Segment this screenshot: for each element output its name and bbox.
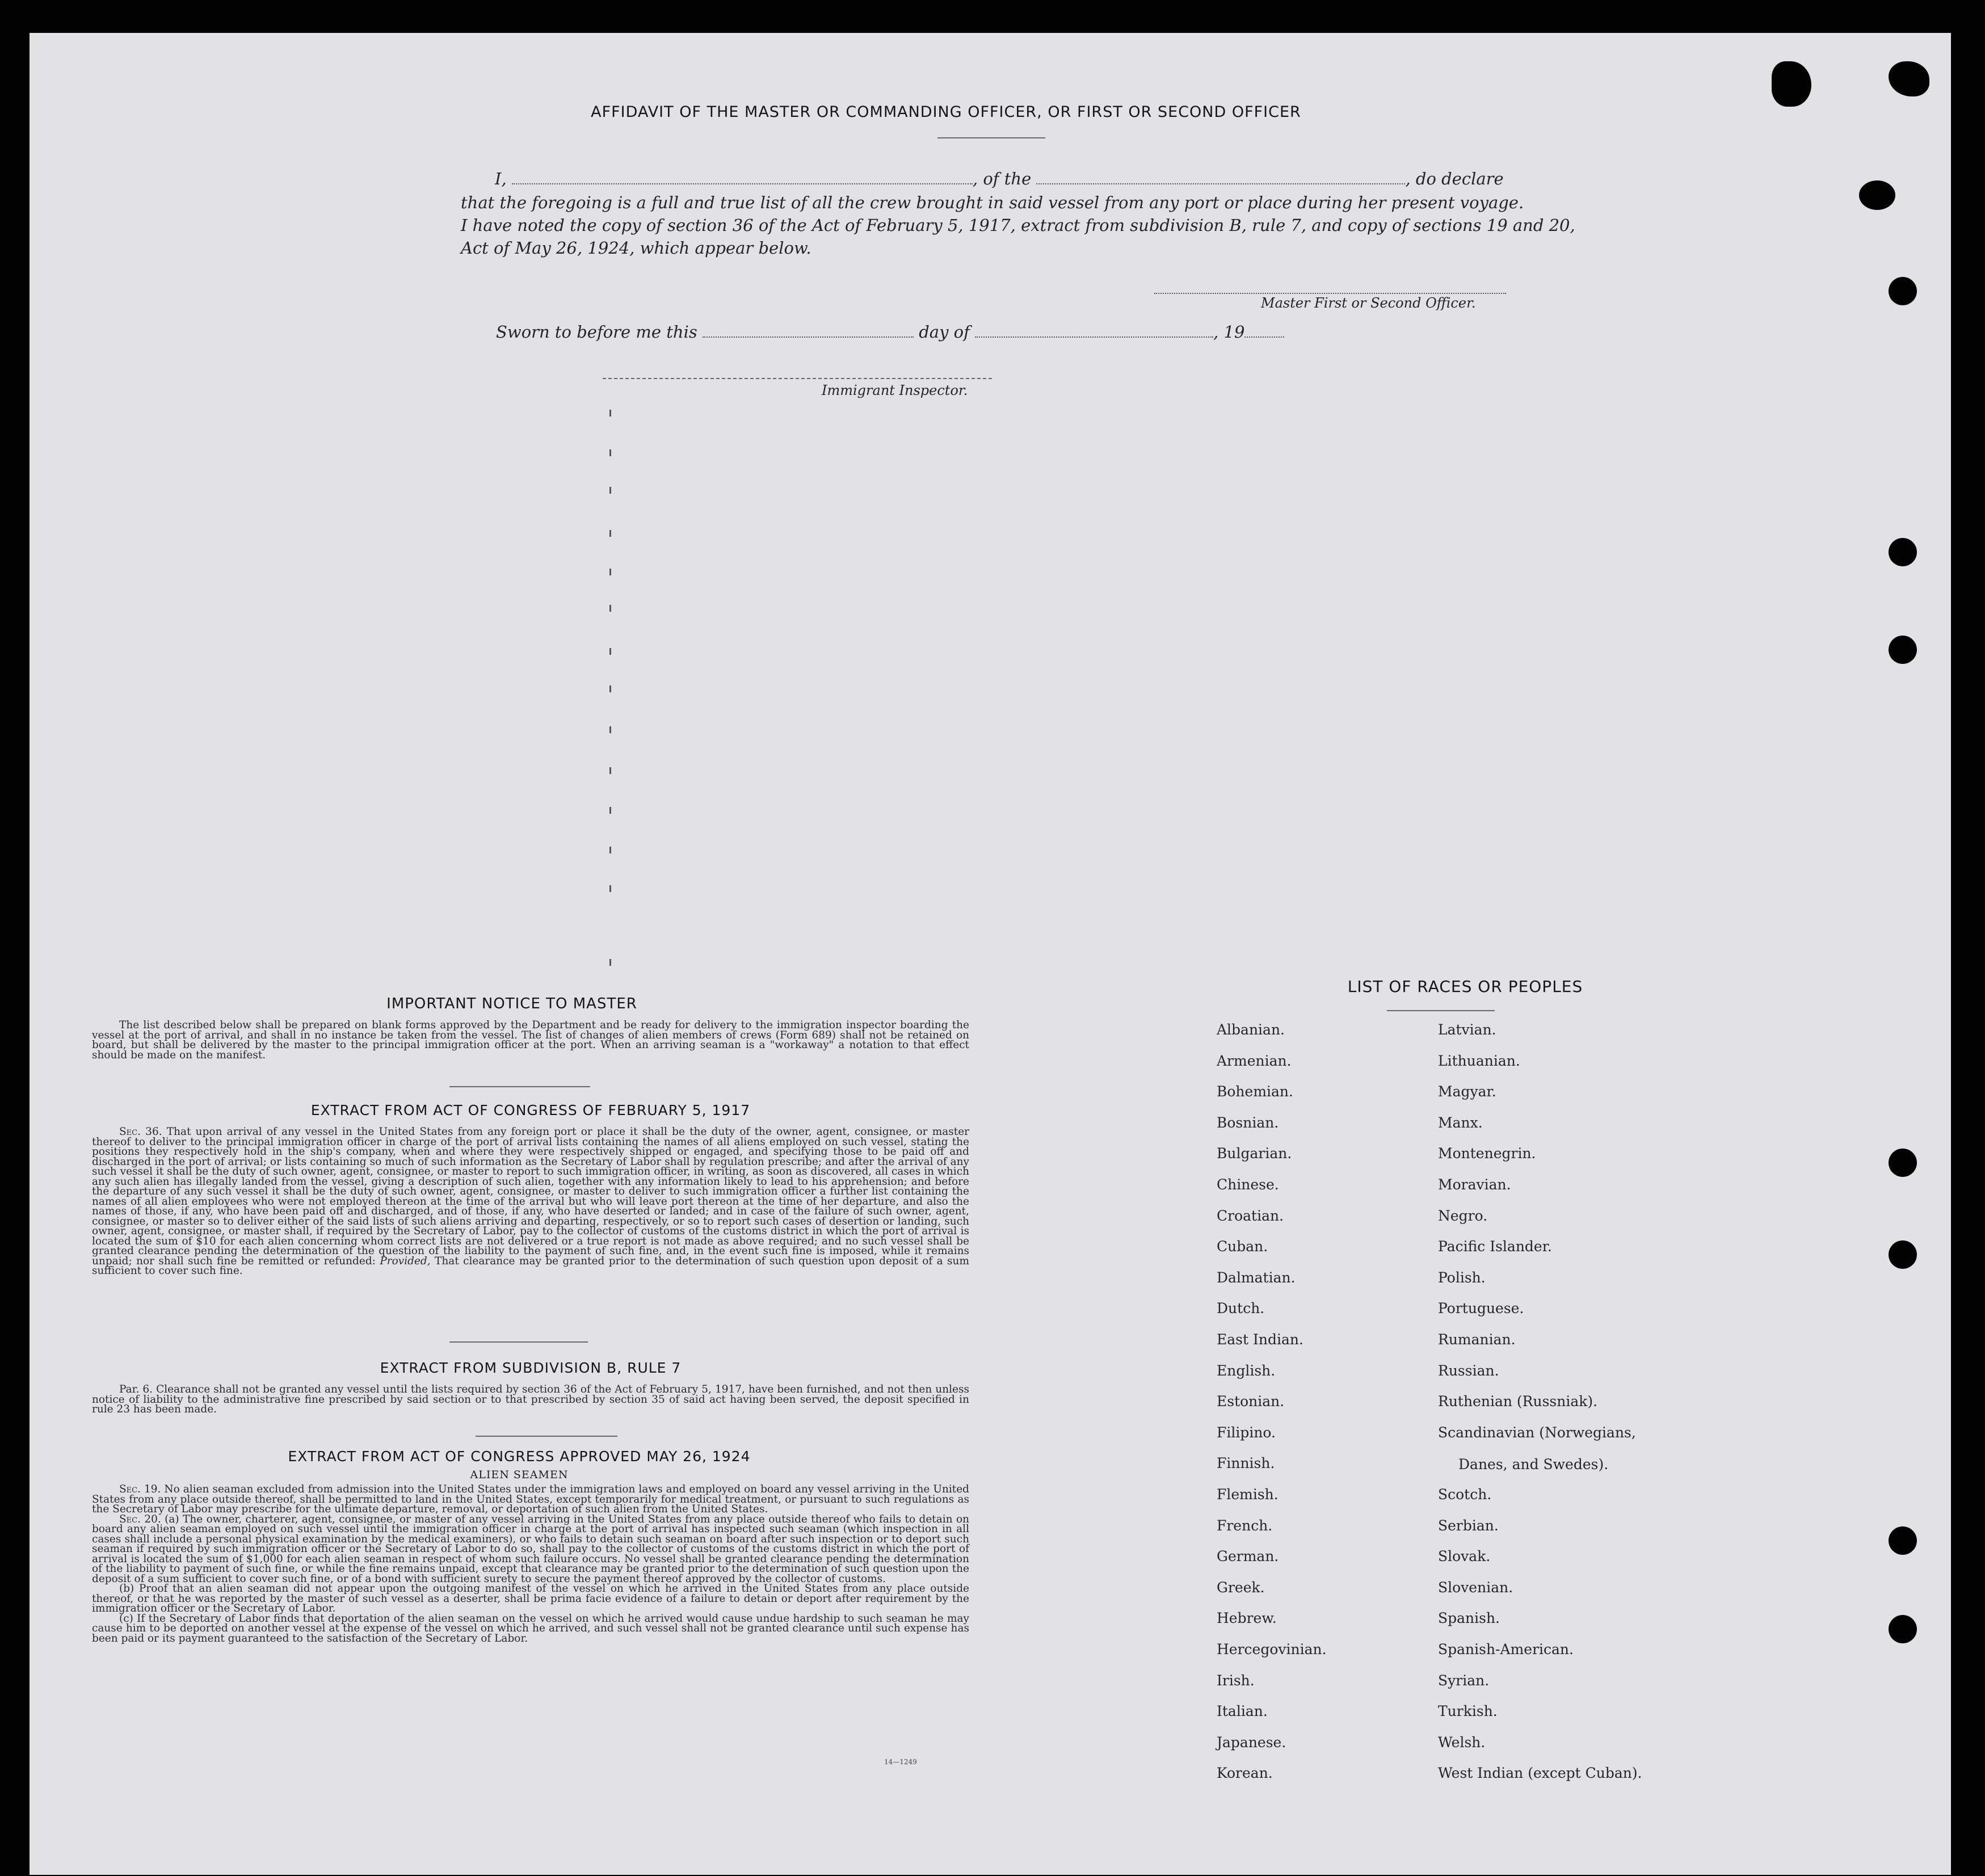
- race-item: Spanish.: [1438, 1610, 1500, 1626]
- race-item: Hercegovinian.: [1217, 1641, 1327, 1658]
- tick-mark: [609, 648, 611, 655]
- race-item: Moravian.: [1438, 1176, 1511, 1193]
- inspector-label: Immigrant Inspector.: [822, 382, 968, 398]
- inspector-line: [603, 378, 992, 380]
- race-item: Chinese.: [1217, 1176, 1279, 1193]
- affidavit-line4: Act of May 26, 1924, which appear below.: [461, 238, 811, 258]
- race-item: Filipino.: [1217, 1424, 1276, 1441]
- tick-mark: [609, 807, 611, 814]
- race-item: Bulgarian.: [1217, 1145, 1292, 1162]
- punch-hole: [1889, 538, 1917, 566]
- race-item: Rumanian.: [1438, 1331, 1516, 1348]
- race-item: Turkish.: [1438, 1703, 1498, 1719]
- divider: [1387, 1010, 1495, 1011]
- race-item: Hebrew.: [1217, 1610, 1277, 1626]
- punch-hole: [1889, 1149, 1917, 1177]
- divider: [937, 137, 1045, 138]
- race-item: Italian.: [1217, 1703, 1268, 1719]
- month-blank[interactable]: [975, 324, 1213, 338]
- race-item: Syrian.: [1438, 1672, 1490, 1689]
- divider: [449, 1341, 588, 1343]
- race-item: East Indian.: [1217, 1331, 1303, 1348]
- punch-hole: [1889, 61, 1929, 96]
- race-item: Bosnian.: [1217, 1114, 1279, 1131]
- race-item: Russian.: [1438, 1362, 1499, 1379]
- alien-seamen-subtitle: ALIEN SEAMEN: [470, 1469, 569, 1481]
- document-page: [30, 33, 1951, 1875]
- affidavit-title: AFFIDAVIT OF THE MASTER OR COMMANDING OFFICER, OR FIRST OR SECOND OFFICER: [591, 103, 1301, 121]
- race-item: Dutch.: [1217, 1300, 1265, 1316]
- race-item: Lithuanian.: [1438, 1053, 1520, 1069]
- tick-mark: [609, 605, 611, 612]
- race-item: Serbian.: [1438, 1517, 1499, 1534]
- extract-rule7-title: EXTRACT FROM SUBDIVISION B, RULE 7: [380, 1360, 682, 1376]
- tick-mark: [609, 487, 611, 494]
- race-item: Greek.: [1217, 1579, 1265, 1596]
- extract-1917-title: EXTRACT FROM ACT OF CONGRESS OF FEBRUARY 5, 1917: [310, 1102, 751, 1118]
- race-item: Japanese.: [1217, 1734, 1286, 1751]
- race-item: Ruthenian (Russniak).: [1438, 1393, 1598, 1410]
- tick-mark: [609, 410, 611, 417]
- signature-label: Master First or Second Officer.: [1261, 295, 1476, 311]
- punch-hole: [1889, 1526, 1917, 1555]
- tick-mark: [609, 530, 611, 537]
- name-blank[interactable]: [512, 171, 973, 184]
- race-item: Croatian.: [1217, 1208, 1284, 1224]
- affidavit-line2: that the foregoing is a full and true list of all the crew brought in said vessel from any port or place during her present voyage.: [461, 193, 1524, 212]
- race-item: French.: [1217, 1517, 1273, 1534]
- race-item: Cuban.: [1217, 1238, 1268, 1255]
- extract-rule7-text: Par. 6. Clearance shall not be granted any vessel until the lists required by section 36 of the Act of February 5, 1917, have been furnished, and not then unless notice of liability to the administrative fine prescribed by said section or to that prescribed by section 35 of said act having been served, the deposit specified in rule 23 has been made.: [92, 1383, 969, 1415]
- punch-hole: [1889, 277, 1917, 305]
- race-item: Estonian.: [1217, 1393, 1285, 1410]
- divider: [449, 1086, 590, 1087]
- tick-mark: [609, 847, 611, 853]
- affidavit-line1: I, , of the , do declare: [495, 169, 1504, 188]
- race-item: Bohemian.: [1217, 1083, 1293, 1100]
- race-item: Montenegrin.: [1438, 1145, 1536, 1162]
- day-blank[interactable]: [703, 324, 914, 338]
- race-item: Scandinavian (Norwegians,: [1438, 1424, 1636, 1441]
- extract-1924-text: Sec. 19. No alien seaman excluded from admission into the United States under the immigration laws and employed on board any vessel arriving in the United States from any place outside thereof, shall be permitted to land in the United States, except temporarily for medical treatment, or pursuant to such regulations as the Secretary of Labor may prescribe for the ultimate departure, removal, or deportation of such alien from the United States. Sec. 20. (a) The owner, charterer, agent, consignee, or master of any vessel arriving in the United States from any place outside thereof who fails to detain on board any alien seaman employed on such vessel until the immigration officer in charge at the port of arrival has inspected such seaman (which inspection in all cases shall include a personal physical examination by the medical examiners), or who fails to detain such seaman on board after such inspection or to deport such seaman if required by such immigration officer or the Secretary of Labor to do so, shall pay to the collector of customs of the customs district in which the port of arrival is located the sum of $1,000 for each alien seaman in respect of whom such failure occurs. No vessel shall be granted clearance pending the determination of the liability to payment of such fine, or while the fine remains unpaid, except that clearance may be granted prior to the determination of such question upon the deposit of a sum sufficient to cover such fine, or of a bond with sufficient surety to secure the payment thereof approved by the collector of customs. (b) Proof that an alien seaman did not appear upon the outgoing manifest of the vessel on which he arrived in the United States from any place outside thereof, or that he was reported by the master of such vessel as a deserter, shall be prima facie evidence of a failure to detain or deport after requirement by the immigration officer or the Secretary of Labor. (c) If the Secretary of Labor finds that deportation of the alien seaman on the vessel on which he arrived would cause undue hardship to such seaman he may cause him to be deported on another vessel at the expense of the vessel on which he arrived, and such vessel shall not be granted clearance until such expense has been paid or its payment guaranteed to the satisfaction of the Secretary of Labor.: [92, 1483, 969, 1644]
- punch-hole: [1859, 180, 1895, 210]
- race-item: Portuguese.: [1438, 1300, 1524, 1316]
- race-item: West Indian (except Cuban).: [1438, 1765, 1642, 1781]
- race-item: Manx.: [1438, 1114, 1483, 1131]
- year-blank[interactable]: [1244, 324, 1284, 338]
- form-number: 14—1249: [884, 1758, 917, 1766]
- affidavit-line3: I have noted the copy of section 36 of the Act of February 5, 1917, extract from subdivision B, rule 7, and copy of sections 19 and 20,: [461, 216, 1575, 235]
- race-item: Polish.: [1438, 1269, 1486, 1286]
- race-item: Scotch.: [1438, 1486, 1492, 1503]
- sworn-line: Sworn to before me this day of , 19: [496, 322, 1284, 342]
- race-item: Latvian.: [1438, 1021, 1496, 1038]
- tick-mark: [609, 569, 611, 575]
- tick-mark: [609, 449, 611, 456]
- tick-mark: [609, 959, 611, 966]
- notice-title: IMPORTANT NOTICE TO MASTER: [386, 995, 637, 1012]
- race-item: Flemish.: [1217, 1486, 1279, 1503]
- race-item: Spanish-American.: [1438, 1641, 1574, 1658]
- extract-1924-title: EXTRACT FROM ACT OF CONGRESS APPROVED MAY 26, 1924: [288, 1448, 751, 1465]
- tick-mark: [609, 885, 611, 892]
- race-item: Magyar.: [1438, 1083, 1496, 1100]
- race-item: Finnish.: [1217, 1455, 1275, 1471]
- notice-text: The list described below shall be prepared on blank forms approved by the Department and be ready for delivery to the immigration inspector boarding the vessel at the port of arrival, and shall in no instance be taken from the vessel. The list of changes of alien members of crews (Form 689) shall not be retained on board, but shall be delivered by the master to the principal immigration officer at the port. When an arriving seaman is a "workaway" a notation to that effect should be made on the manifest.: [92, 1019, 969, 1061]
- punch-hole: [1889, 1615, 1917, 1643]
- races-title: LIST OF RACES OR PEOPLES: [1347, 977, 1583, 996]
- extract-1917-text: Sec. 36. That upon arrival of any vessel in the United States from any foreign port or place it shall be the duty of the owner, agent, consignee, or master thereof to deliver to the principal immigration officer in charge of the port of arrival lists containing the names of all aliens employed on such vessel, stating the positions they respectively hold in the ship's company, when and where they were respectively shipped or engaged, and specifying those to be paid off and discharged in the port of arrival; or lists containing so much of such information as the Secretary of Labor shall by regulation prescribe; and after the arrival of any such vessel it shall be the duty of such owner, agent, consignee, or master to report to such immigration officer, in writing, as soon as discovered, all cases in which any such alien has illegally landed from the vessel, giving a description of such alien, together with any information likely to lead to his apprehension; and before the departure of any such vessel it shall be the duty of such owner, agent, consignee, or master to deliver to such immigration officer a further list containing the names of all alien employees who were not employed thereon at the time of the arrival but who will leave port thereon at the time of her departure, and also the names of those, if any, who have been paid off and discharged, and of those, if any, who have deserted or landed; and in case of the failure of such owner, agent, consignee, or master so to deliver either of the said lists of such aliens arriving and departing, respectively, or so to report such cases of desertion or landing, such owner, agent, consignee, or master shall, if required by the Secretary of Labor, pay to the collector of customs of the customs district in which the port of arrival is located the sum of $10 for each alien concerning whom correct lists are not delivered or a true report is not made as above required; and no such vessel shall be granted clearance pending the determination of the question of the liability to the payment of such fine, and, in the event such fine is imposed, while it remains unpaid; nor shall such fine be remitted or refunded: Provided, That clearance may be granted prior to the determination of such question upon deposit of a sum sufficient to cover such fine.: [92, 1126, 970, 1277]
- race-item: Armenian.: [1217, 1053, 1292, 1069]
- race-item: Slovenian.: [1438, 1579, 1513, 1596]
- divider: [476, 1436, 617, 1437]
- ink-blot: [1772, 61, 1811, 107]
- race-item: Pacific Islander.: [1438, 1238, 1552, 1255]
- tick-mark: [609, 767, 611, 774]
- race-item: Irish.: [1217, 1672, 1255, 1689]
- race-item: English.: [1217, 1362, 1276, 1379]
- tick-mark: [609, 726, 611, 733]
- race-item: Slovak.: [1438, 1548, 1491, 1564]
- race-item: Welsh.: [1438, 1734, 1486, 1751]
- race-item: Albanian.: [1217, 1021, 1285, 1038]
- punch-hole: [1889, 1240, 1917, 1269]
- punch-hole: [1889, 636, 1917, 664]
- race-item: Negro.: [1438, 1208, 1488, 1224]
- race-item: Dalmatian.: [1217, 1269, 1296, 1286]
- race-item: Korean.: [1217, 1765, 1273, 1781]
- race-item: German.: [1217, 1548, 1279, 1564]
- tick-mark: [609, 685, 611, 692]
- race-item-continuation: Danes, and Swedes).: [1458, 1456, 1609, 1473]
- vessel-blank[interactable]: [1036, 171, 1405, 184]
